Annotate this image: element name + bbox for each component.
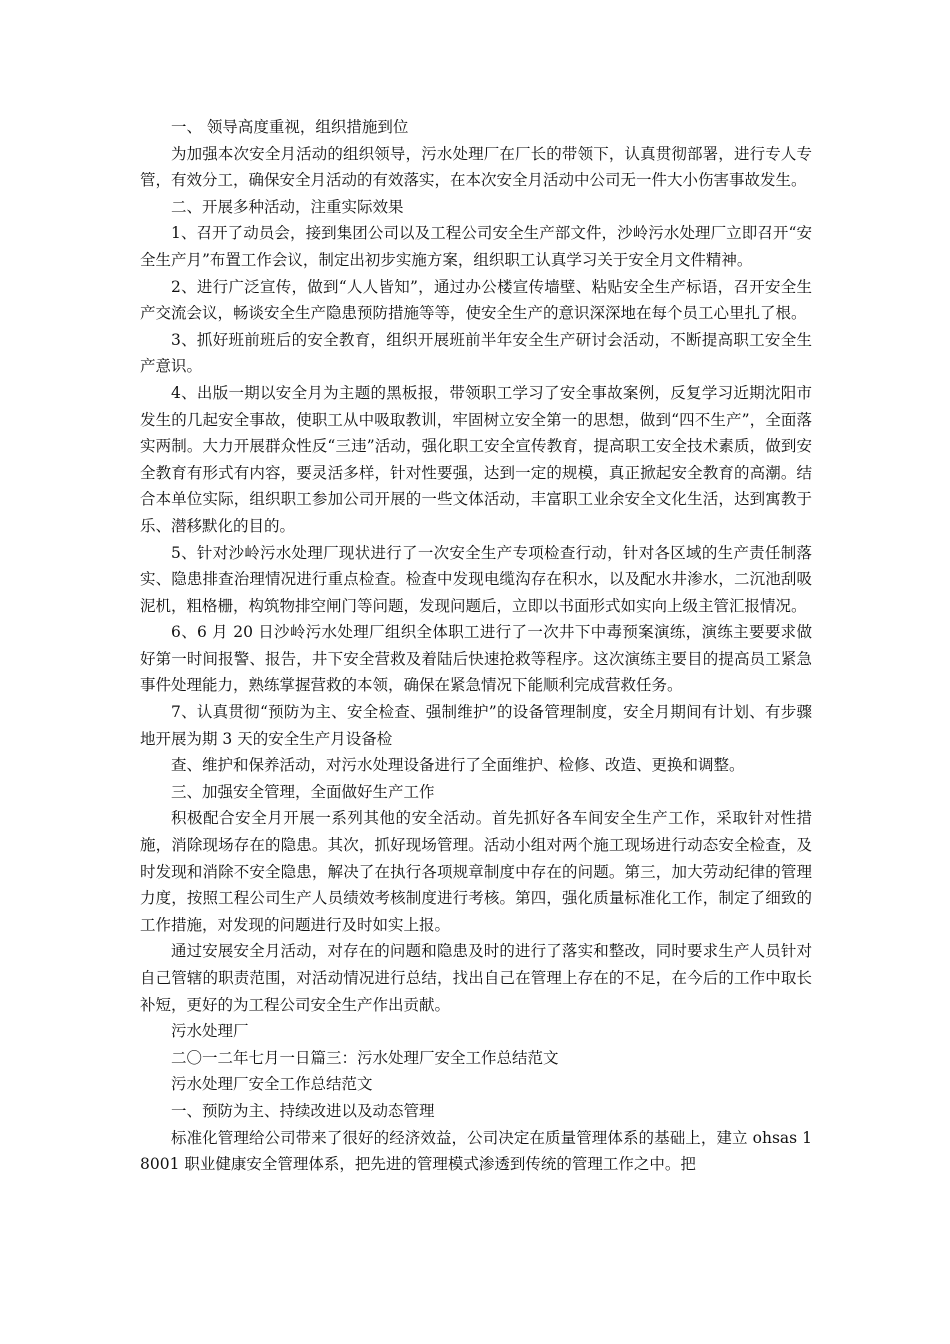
list-item-6: 6、6 月 20 日沙岭污水处理厂组织全体职工进行了一次井下中毒预案演练，演练主要要求做好第一时间报警、报告，井下安全营救及着陆后快速抢救等程序。这次演练主要目的提高员工紧急事件处理能力，熟练掌握营救的本领，确保在紧急情况下能顺利完成营救任务。 xyxy=(140,623,812,695)
signature-org: 污水处理厂 xyxy=(171,1022,249,1041)
list-item-7: 7、认真贯彻“预防为主、安全检查、强制维护”的设备管理制度，安全月期间有计划、有步骤地开展为期 3 天的安全生产月设备检 xyxy=(140,703,812,748)
list-item-2: 2、进行广泛宣传，做到“人人皆知”，通过办公楼宣传墙壁、粘贴安全生产标语，召开安全生产交流会议，畅谈安全生产隐患预防措施等等，使安全生产的意识深深地在每个员工心里扎了根。 xyxy=(140,277,812,323)
date-and-next-title: 二〇一二年七月一日篇三：污水处理厂安全工作总结范文 xyxy=(171,1048,559,1067)
paragraph: 为加强本次安全月活动的组织领导，污水处理厂在厂长的带领下，认真贯彻部署，进行专人专管，有效分工，确保安全月活动的有效落实，在本次安全月活动中公司无一件大小伤害事故发生。 xyxy=(140,144,812,190)
list-item-5: 5、针对沙岭污水处理厂现状进行了一次安全生产专项检查行动，针对各区域的生产责任制落实、隐患排查治理情况进行重点检查。检查中发现电缆沟存在积水，以及配水井渗水，二沉池刮吸泥机，粗格栅，构筑物排空闸门等问题，发现问题后，立即以书面形式如实向上级主管汇报情况。 xyxy=(140,543,812,615)
list-item-4: 4、出版一期以安全月为主题的黑板报，带领职工学习了安全事故案例，反复学习近期沈阳市发生的几起安全事故，使职工从中吸取教训，牢固树立安全第一的思想，做到“四不生产”，全面落实两制。大力开展群众性反“三违”活动，强化职工安全宣传教育，提高职工安全技术素质，做到安全教育有形式有内容，要灵活多样，针对性要强，达到一定的规模，真正掀起安全教育的高潮。结合本单位实际，组织职工参加公司开展的一些文体活动，丰富职工业余安全文化生活，达到寓教于乐、潜移默化的目的。 xyxy=(140,383,812,535)
list-item-7-continued: 查、维护和保养活动，对污水处理设备进行了全面维护、检修、改造、更换和调整。 xyxy=(171,756,745,775)
section-heading: 一、预防为主、持续改进以及动态管理 xyxy=(171,1101,435,1120)
paragraph: 通过安展安全月活动，对存在的问题和隐患及时的进行了落实和整改，同时要求生产人员针对自己管辖的职责范围，对活动情况进行总结，找出自己在管理上存在的不足，在今后的工作中取长补短，更好的为工程公司安全生产作出贡献。 xyxy=(140,942,812,1014)
article-title: 污水处理厂安全工作总结范文 xyxy=(171,1075,373,1094)
paragraph: 积极配合安全月开展一系列其他的安全活动。首先抓好各车间安全生产工作，采取针对性措施，消除现场存在的隐患。其次，抓好现场管理。活动小组对两个施工现场进行动态安全检查，及时发现和消除不安全隐患，解决了在执行各项规章制度中存在的问题。第三，加大劳动纪律的管理力度，按照工程公司生产人员绩效考核制度进行考核。第四，强化质量标准化工作，制定了细致的工作措施，对发现的问题进行及时如实上报。 xyxy=(140,809,812,934)
document-body xyxy=(140,114,812,1178)
section-heading-1: 一、 领导高度重视，组织措施到位 xyxy=(171,118,409,136)
paragraph: 标准化管理给公司带来了很好的经济效益，公司决定在质量管理体系的基础上，建立 ohsas 18001 职业健康安全管理体系，把先进的管理模式渗透到传统的管理工作之中。把 xyxy=(140,1128,812,1174)
section-heading-3: 三、加强安全管理，全面做好生产工作 xyxy=(171,782,435,801)
list-item-1: 1、召开了动员会，接到集团公司以及工程公司安全生产部文件，沙岭污水处理厂立即召开“安全生产月”布置工作会议，制定出初步实施方案，组织职工认真学习关于安全月文件精神。 xyxy=(140,224,812,269)
list-item-3: 3、抓好班前班后的安全教育，组织开展班前半年安全生产研讨会活动，不断提高职工安全生产意识。 xyxy=(140,330,812,376)
section-heading-2: 二、开展多种活动，注重实际效果 xyxy=(171,197,404,216)
